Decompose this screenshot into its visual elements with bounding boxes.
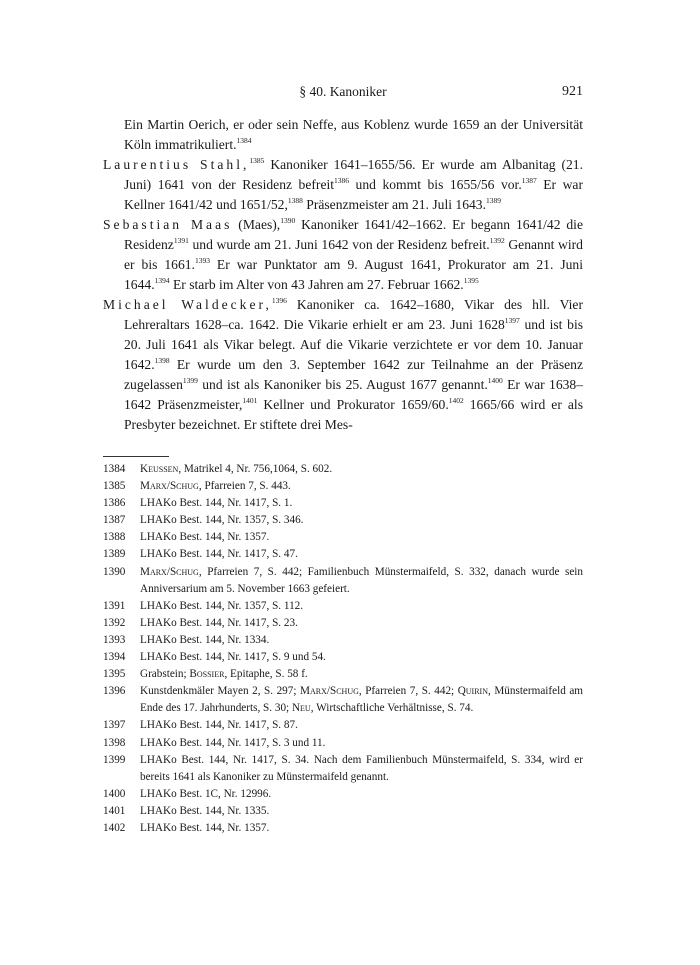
footnote-number: 1390	[103, 565, 126, 578]
paragraph-text: Genannt wird er bis 1661.	[124, 237, 583, 272]
paragraph-text: und kommt bis 1655/56 vor.	[349, 177, 522, 192]
paragraph-text: Präsenzmeister am 21. Juli 1643.	[302, 197, 486, 212]
footnote-text	[140, 666, 583, 683]
page-number: 921	[562, 84, 583, 99]
paragraph-text: und wurde am 21. Juni 1642 von der Residenz befreit.	[188, 237, 490, 252]
footnote-ref: 1389	[485, 196, 501, 205]
entry-maas	[103, 215, 583, 295]
footnote	[103, 717, 583, 734]
footnote-text: LHAKo Best. 144, Nr. 1335.	[140, 804, 270, 817]
footnote-ref: 1390	[280, 216, 296, 225]
footnote-text-part: , Wirtschaftliche Verhältnisse, S. 74.	[310, 702, 474, 715]
footnote-ref: 1395	[463, 276, 479, 285]
footnote-ref: 1385	[249, 156, 265, 165]
footnote	[103, 786, 583, 803]
person-name: Sebastian Maas	[103, 217, 233, 232]
author-name: Bossier	[189, 668, 225, 681]
footnote-text: LHAKo Best. 144, Nr. 1357.	[140, 531, 270, 544]
paragraph-text: Er starb im Alter von 43 Jahren am 27. Februar 1662.	[169, 277, 464, 292]
footnote-ref: 1402	[448, 396, 464, 405]
footnote-text: LHAKo Best. 144, Nr. 1417, S. 1.	[140, 497, 293, 510]
author-name: Marx/Schug	[300, 685, 359, 698]
footnote	[103, 598, 583, 615]
paragraph-text: Kanoniker 1641–1655/56. Er wurde am Albanitag (21. Juni) 1641 von der Residenz befreit	[124, 157, 583, 192]
footnote-text-part: , Pfarreien 7, S. 442; Familienbuch Münstermaifeld, S. 332, danach wurde sein Anniversarium am 5. November 1663 gefeiert.	[140, 565, 583, 595]
author-name: Quirin	[457, 685, 488, 698]
person-name: Laurentius Stahl,	[103, 157, 250, 172]
footnote-text-part: , Pfarreien 7, S. 443.	[198, 480, 291, 493]
footnote-ref: 1401	[242, 396, 258, 405]
footnote-ref: 1392	[489, 236, 505, 245]
page-header	[103, 84, 583, 102]
paragraph-text: und ist bis 20. Juli 1641 als Vikar belegt. Auf die Vikarie verzichtete er vor dem 10. Januar 1642.	[124, 317, 584, 372]
footnote-text: LHAKo Best. 144, Nr. 1417, S. 23.	[140, 616, 298, 629]
footnote-text-part: , Pfarreien 7, S. 442;	[358, 685, 458, 698]
footnote-separator	[103, 456, 169, 457]
footnote-number: 1398	[103, 736, 126, 749]
footnote-text: LHAKo Best. 144, Nr. 1357, S. 346.	[140, 514, 304, 527]
footnote	[103, 735, 583, 752]
footnote-text: LHAKo Best. 144, Nr. 1417, S. 3 und 11.	[140, 736, 326, 749]
footnote	[103, 752, 583, 786]
author-name: Keussen	[140, 463, 179, 475]
running-head: § 40. Kanoniker	[299, 84, 387, 99]
paragraph-text: (Maes),	[232, 217, 281, 232]
footnote-ref: 1399	[182, 376, 198, 385]
footnote-ref: 1388	[287, 196, 303, 205]
footnote-number: 1396	[103, 685, 126, 698]
footnote	[103, 615, 583, 632]
paragraph-text: 1665/66 wird er als Presbyter bezeichnet. Er stiftete drei Mes-	[124, 397, 583, 432]
paragraph-text: Kanoniker 1641/42–1662. Er begann 1641/42 die Residenz	[124, 217, 583, 252]
footnote-text-part: Grabstein;	[140, 668, 190, 681]
paragraph-text: Kellner und Prokurator 1659/60.	[257, 397, 449, 412]
footnote-ref: 1396	[271, 296, 287, 305]
footnote-number: 1394	[103, 651, 126, 664]
footnote	[103, 546, 583, 563]
paragraph-text: Kanoniker ca. 1642–1680, Vikar des hll. Vier Lehreraltars 1628–ca. 1642. Die Vikarie erhielt er am 23. Juni 1628	[124, 297, 583, 332]
footnote-text-part: , Matrikel 4, Nr. 756,1064, S. 602.	[178, 463, 333, 475]
footnote-text-part: , Epitaphe, S. 58 f.	[224, 668, 308, 681]
footnote-number: 1402	[103, 821, 126, 834]
footnote-text-part: Kunstdenkmäler Mayen 2, S. 297;	[140, 685, 301, 698]
footnotes	[103, 461, 583, 837]
main-text	[103, 115, 583, 435]
footnote-ref: 1391	[173, 236, 189, 245]
footnote-ref: 1397	[504, 316, 520, 325]
footnote-number: 1401	[103, 804, 126, 817]
footnote-number: 1389	[103, 548, 126, 561]
footnote-text	[140, 564, 583, 598]
footnote-text: LHAKo Best. 1C, Nr. 12996.	[140, 787, 272, 800]
footnote-text: LHAKo Best. 144, Nr. 1417, S. 34. Nach dem Familienbuch Münstermaifeld, S. 334, wird er bereits 1641 als Kanoniker zu Münstermaifeld genannt.	[140, 753, 583, 783]
footnote-ref: 1386	[334, 176, 350, 185]
footnote-number: 1386	[103, 497, 126, 510]
paragraph-text: Er wurde um den 3. September 1642 zur Teilnahme an der Präsenz zugelassen	[124, 357, 583, 392]
entry-stahl	[103, 155, 583, 215]
footnote	[103, 495, 583, 512]
footnote-number: 1399	[103, 753, 126, 766]
footnote	[103, 820, 583, 837]
footnote-number: 1397	[103, 719, 126, 732]
footnote-number: 1384	[103, 463, 126, 475]
paragraph-text: Er war 1638–1642 Präsenzmeister,	[124, 377, 584, 412]
author-name: Marx/Schug	[140, 480, 199, 493]
footnote-number: 1387	[103, 514, 126, 527]
footnote-number: 1392	[103, 616, 126, 629]
paragraph-text: und ist als Kanoniker bis 25. August 1677 genannt.	[197, 377, 488, 392]
footnote-ref: 1393	[194, 256, 210, 265]
entry-waldecker	[103, 295, 583, 435]
footnote-text-part: , Münstermaifeld am Ende des 17. Jahrhunderts, S. 30;	[140, 685, 584, 715]
paragraph-text: Er war Punktator am 9. August 1641, Prokurator am 21. Juni 1644.	[124, 257, 583, 292]
footnote-number: 1385	[103, 480, 126, 493]
author-name: Neu	[291, 702, 311, 715]
footnote-ref: 1400	[487, 376, 503, 385]
person-name: Michael Waldecker,	[103, 297, 272, 312]
footnote-ref: 1394	[154, 276, 170, 285]
footnote-text: LHAKo Best. 144, Nr. 1357, S. 112.	[140, 599, 304, 612]
footnote-number: 1388	[103, 531, 126, 544]
footnote-number: 1391	[103, 599, 126, 612]
footnote-text: LHAKo Best. 144, Nr. 1334.	[140, 633, 270, 646]
paragraph-text: Er war Kellner 1641/42 und 1651/52,	[124, 177, 583, 212]
footnote-number: 1395	[103, 668, 126, 681]
footnote	[103, 461, 583, 478]
footnote	[103, 529, 583, 546]
footnote-text	[140, 478, 583, 495]
footnote	[103, 666, 583, 683]
footnote	[103, 564, 583, 598]
footnote	[103, 512, 583, 529]
footnote	[103, 649, 583, 666]
footnote-number: 1393	[103, 633, 126, 646]
footnote-text: LHAKo Best. 144, Nr. 1417, S. 9 und 54.	[140, 651, 326, 664]
footnote	[103, 632, 583, 649]
footnote-text	[140, 461, 583, 478]
footnote-ref: 1384	[236, 136, 252, 145]
footnote	[103, 683, 583, 717]
footnote-text: LHAKo Best. 144, Nr. 1417, S. 47.	[140, 548, 298, 561]
footnote	[103, 478, 583, 495]
footnote-text	[140, 683, 583, 717]
paragraph-text: Ein Martin Oerich, er oder sein Neffe, aus Koblenz wurde 1659 an der Universität Köln immatrikuliert.	[124, 117, 583, 152]
footnote-text: LHAKo Best. 144, Nr. 1417, S. 87.	[140, 719, 298, 732]
footnote-text: LHAKo Best. 144, Nr. 1357.	[140, 821, 270, 834]
footnote-ref: 1398	[154, 356, 170, 365]
footnote-number: 1400	[103, 787, 126, 800]
footnote-ref: 1387	[521, 176, 537, 185]
footnote	[103, 803, 583, 820]
author-name: Marx/Schug	[140, 565, 199, 578]
paragraph-oerich	[103, 115, 583, 155]
